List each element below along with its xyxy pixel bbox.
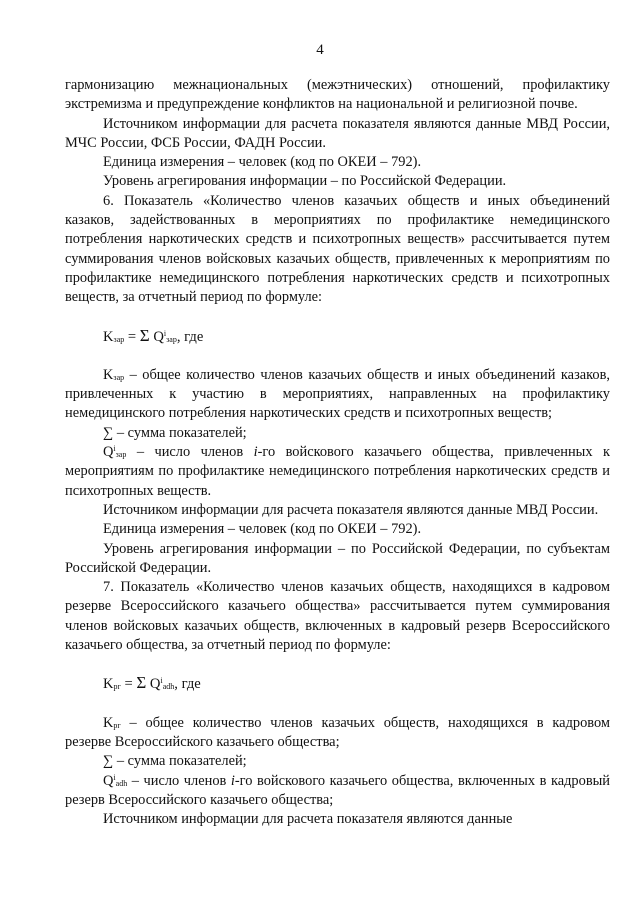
paragraph: 6. Показатель «Количество членов казачьих обществ и иных объединений казаков, задействованных в мероприятиях по профилактике немедицинского потребления наркотических средств и психотропных веществ» рассчитывается путем суммирования членов войсковых казачьих обществ, привлеченных к мероприятиям по профилактике немедицинского потребления наркотических средств и психотропных веществ, за отчетный период по формуле: [65,192,610,306]
formula-equals: = [120,676,137,693]
paragraph: ∑ – сумма показателей; [103,753,247,770]
paragraph: Источником информации для расчета показателя являются данные [103,811,513,828]
paragraph: 7. Показатель «Количество членов казачьих обществ, находящихся в кадровом резерве Всероссийского казачьего общества» рассчитывается путем суммирования членов войсковых казачьих обществ, включенных в кадровый резерв Всероссийского казачьего общества, за отчетный период по формуле: [65,579,610,654]
term-q: Q [103,772,114,789]
formula-lhs-subscript: зар [113,334,125,344]
formula-q-superscript: i [163,328,167,338]
definition-text: – общее количество членов казачьих обществ, находящихся в кадровом резерве Всероссийского казачьего общества; [65,714,610,750]
paragraph: гармонизацию межнациональных (межэтнических) отношений, профилактику экстремизма и предупреждение конфликтов на национальной и религиозной почве. [65,77,610,113]
formula-q: Q [149,328,164,345]
definition-text: -го войскового казачьего общества, включенных в кадровый резерв Всероссийского казачьего общества; [65,772,610,808]
sigma-symbol: Σ [139,325,150,345]
paragraph [65,366,610,424]
paragraph: Уровень агрегирования информации – по Российской Федерации, по субъектам Российской Федерации. [65,540,610,576]
paragraph: Источником информации для расчета показателя являются данные МВД России, МЧС России, ФСБ России, ФАДН России. [65,115,610,151]
term-k-subscript: рг [113,720,121,730]
formula-q-superscript: i [160,676,163,686]
term-q: Q [103,444,114,461]
formula-q: Q [146,676,161,693]
formula-lhs: K [103,328,114,345]
term-q-subscript: зар [115,450,127,460]
term-k: K [103,366,114,383]
page-number: 4 [316,42,324,58]
paragraph: Единица измерения – человек (код по ОКЕИ – 792). [103,154,422,171]
document-body [65,76,610,829]
paragraph [65,714,610,753]
paragraph [65,443,610,501]
italic-i: i [253,444,258,461]
formula-krg [65,673,610,694]
paragraph: ∑ – сумма показателей; [103,424,247,441]
term-q-superscript: i [113,772,116,782]
definition-text: -го войскового казачьего общества, привлеченных к мероприятиям по профилактике немедицинского потребления наркотических средств и психотропных веществ. [65,444,610,499]
definition-text: – число членов [126,444,254,461]
formula-q-subscript: adh [162,682,175,692]
term-k: K [103,714,114,731]
sigma-symbol: Σ [136,673,147,693]
definition-text: – число членов [127,772,231,789]
paragraph [65,772,610,811]
paragraph: Уровень агрегирования информации – по Российской Федерации. [103,173,507,190]
formula-lhs-subscript: рг [113,682,121,692]
formula-tail: , где [176,328,204,345]
definition-text: – общее количество членов казачьих обществ и иных объединений казаков, привлеченных к участию в мероприятиях, направленных на профилактику немедицинского потребления наркотических средств и психотропных веществ; [65,366,610,422]
term-k-subscript: зар [113,372,125,382]
formula-lhs: K [103,676,114,693]
term-q-subscript: adh [115,778,128,788]
italic-i: i [230,772,235,789]
paragraph: Источником информации для расчета показателя являются данные МВД России. [103,501,599,518]
formula-q-subscript: зар [166,334,177,344]
paragraph: Единица измерения – человек (код по ОКЕИ – 792). [103,521,422,538]
formula-equals: = [124,328,140,345]
formula-tail: , где [174,676,201,693]
term-q-superscript: i [113,444,116,454]
formula-kzar [65,326,610,347]
